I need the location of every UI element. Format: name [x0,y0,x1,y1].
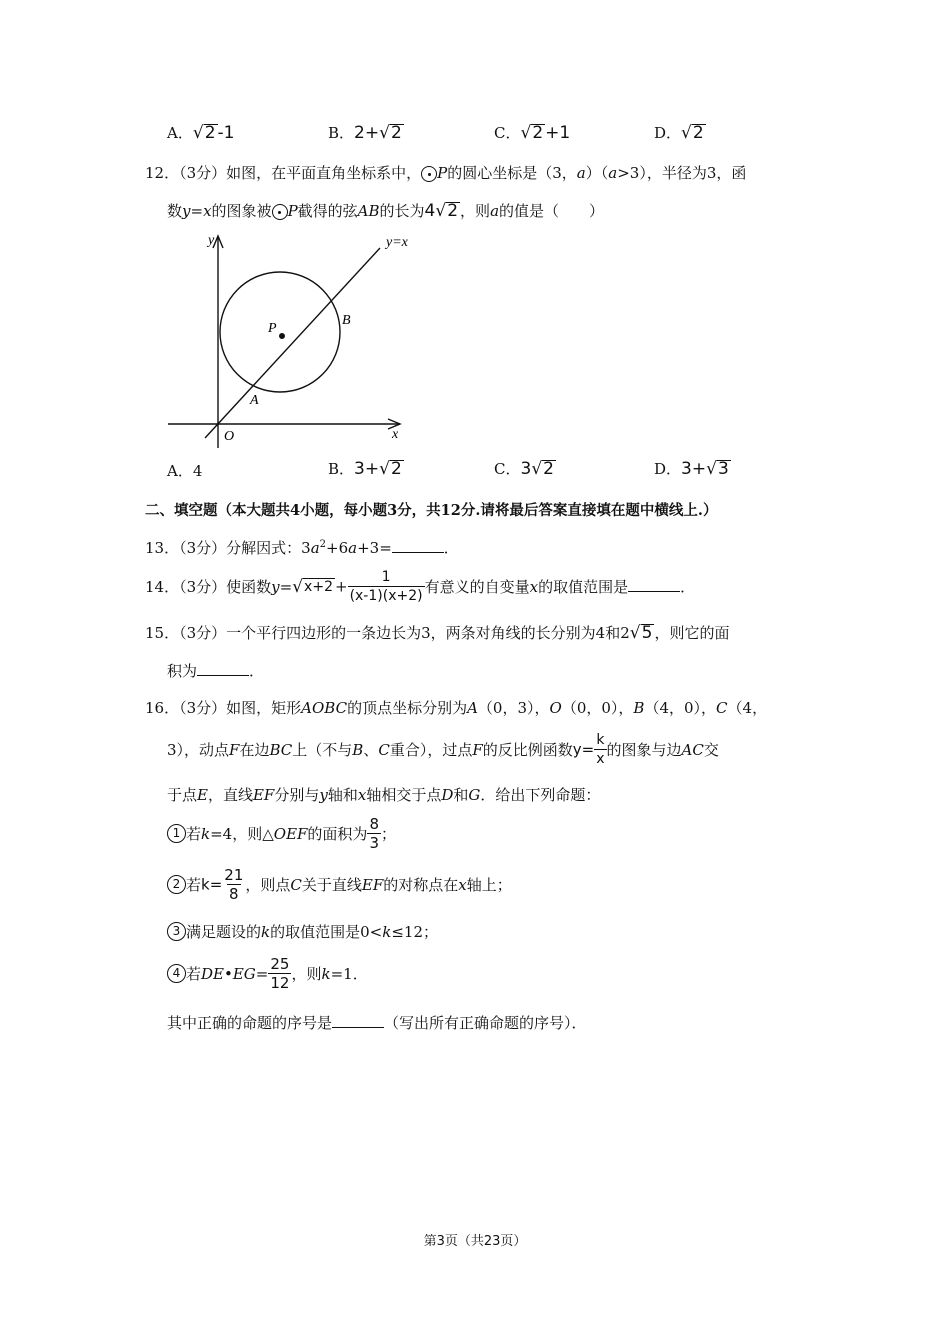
section2-title: 二、填空题（本大题共4小题，每小题3分，共12分.请将最后答案直接填在题中横线上.） [145,502,718,519]
q16-ending: 其中正确的命题的序号是 （写出所有正确命题的序号）． [167,1014,587,1032]
q12-line1: 12．（3分）如图，在平面直角坐标系中， P的圆心坐标是（3，a）（a>3），半径为3，函 [145,164,747,182]
label-y: y [208,233,215,248]
q12-option-b: B．3+ √ 2 [328,459,402,479]
q16-line2: 3），动点F在边BC上（不与B、C重合），过点F的反比例函数y= $\frac{k}{x}$ 的图象与边AC交 [167,732,719,767]
q16-prop2: 2 若k= $\frac{21}{8}$ ，则点C关于直线EF的对称点在x轴上； [167,866,512,903]
q16-line3: 于点E，直线EF分别与y轴和x轴相交于点D和G．给出下列命题： [167,786,601,804]
circle-p [220,272,340,392]
label-o: O [224,429,235,444]
q14: 14．（3分）使函数y= √ x+2 + $\frac{1}{(x-1)(x+2)}$ 有意义的自变量x的取值范围是 ． [145,569,696,604]
q11-option-d: D． √ 2 [654,123,704,143]
q12-option-c: C．3 √ 2 [494,459,554,479]
q16-line1: 16．（3分）如图，矩形AOBC的顶点坐标分别为A（0，3），O（0，0），B（4，0），C（4， [145,699,768,717]
q11-option-b: B．2+ √ 2 [328,123,402,143]
page-footer: 第3页（共23页） [423,1234,527,1249]
q16-prop4: 4 若DE•EG= $\frac{25}{12}$ ，则k=1． [167,955,368,992]
line-y-eq-x [205,248,380,438]
q16-prop1: 1 若k=4，则△OEF的面积为 $\frac{8}{3}$ ； [167,815,396,852]
q11-option-c: C． √ 2 +1 [494,123,571,143]
q11-option-a: A． √ 2 -1 [167,123,235,143]
label-x: x [392,427,399,442]
q12-line2: 数y=x的图象被 P截得的弦AB的长为4 √ 2 ，则a的值是（ ） [167,201,605,221]
label-b: B [342,313,351,328]
q15-line2: 积为 ． [167,662,265,680]
q13: 13．（3分）分解因式：$3a^2+6a+3=$ ． [145,539,459,557]
q15-line1: 15．（3分）一个平行四边形的一条边长为3，两条对角线的长分别为4和2 √ 5 ，则它的面 [145,623,730,643]
q12-option-a: A．4 [167,462,203,480]
q12-option-d: D．3+ √ 3 [654,459,729,479]
label-line: y=x [386,235,408,250]
q12-figure [160,228,420,453]
label-a: A [250,393,259,408]
q16-prop3: 3 满足题设的k的取值范围是0<k≤12； [167,921,438,942]
center-p [279,333,285,339]
label-p: P [268,321,277,336]
